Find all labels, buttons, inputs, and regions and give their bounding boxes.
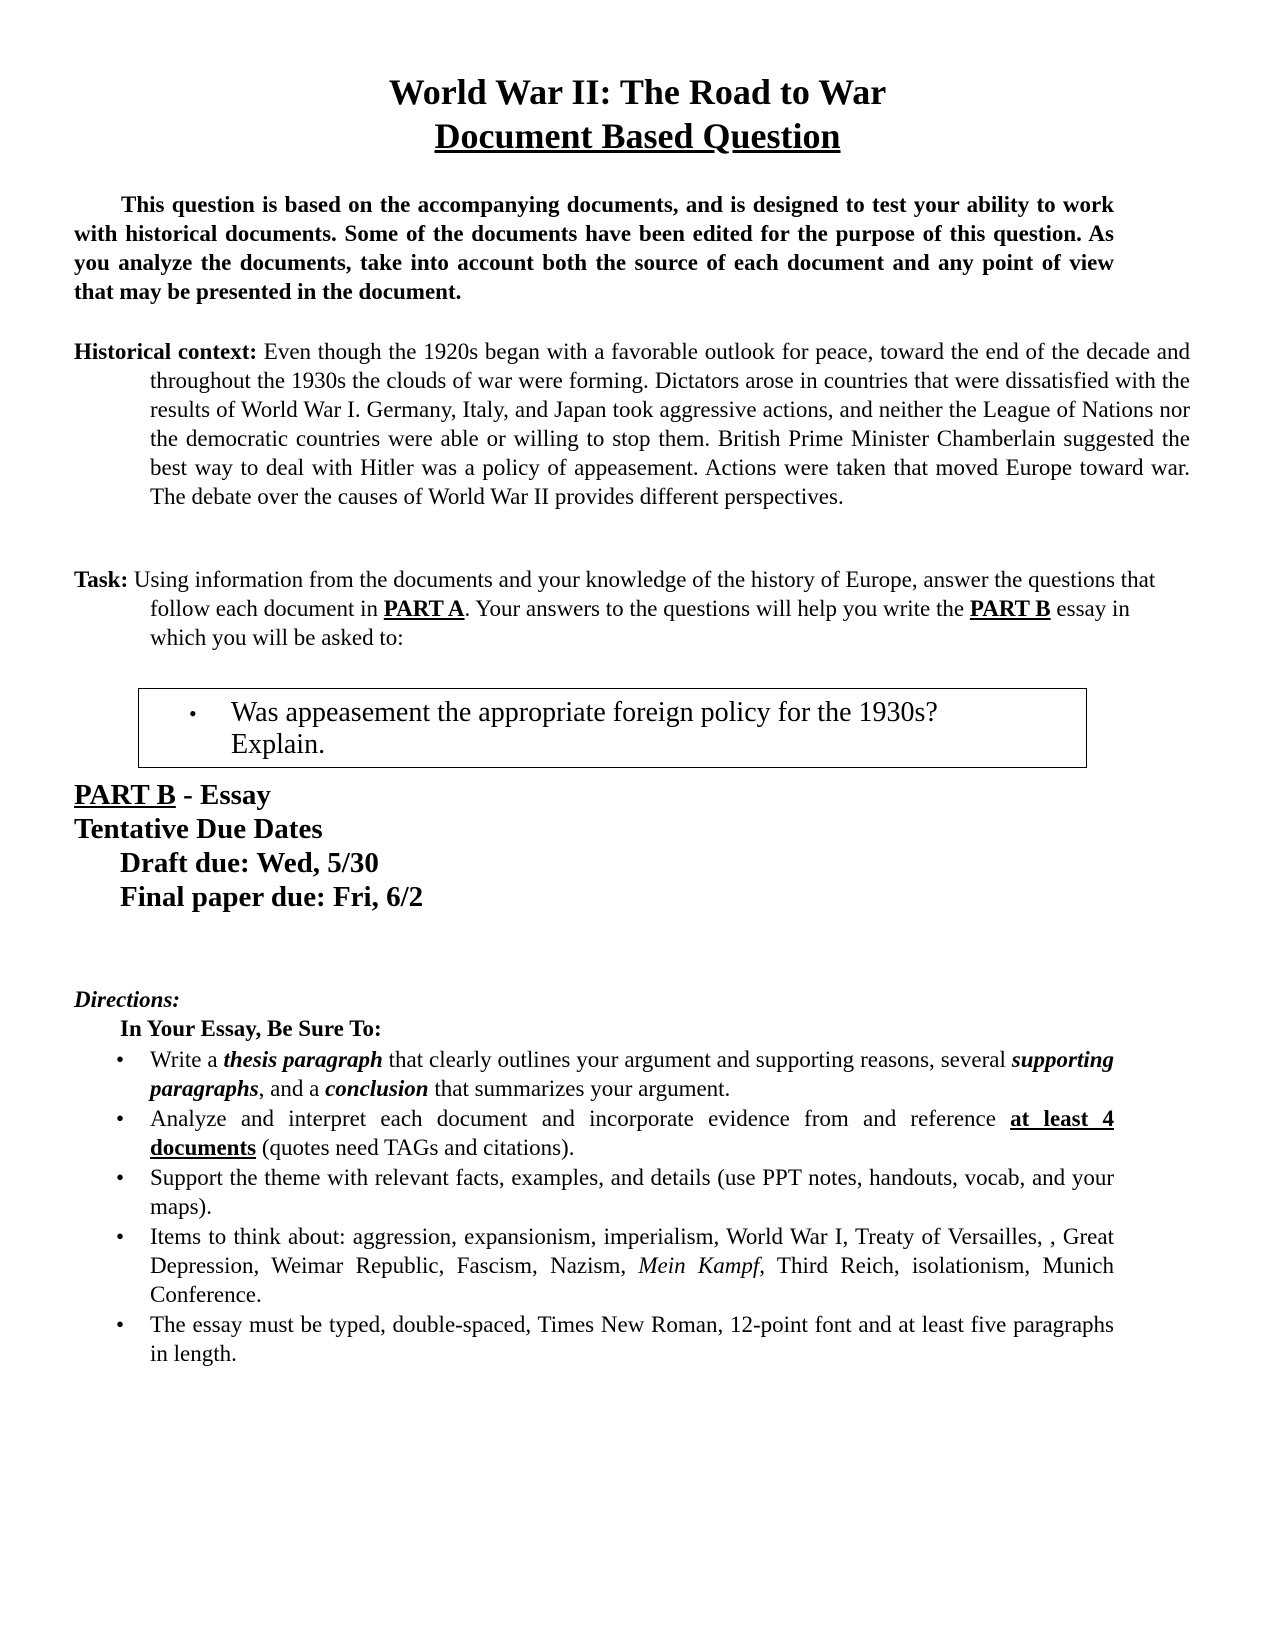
item-text: , and a bbox=[258, 1076, 326, 1101]
directions-heading: Directions: bbox=[74, 987, 181, 1012]
item-text: Items to think about: aggression, expansionism, imperialism, World War I, Treaty of Versailles, , Great Depression, Weimar Republic, Fascism, Nazism, bbox=[150, 1224, 1114, 1278]
title-line-2: Document Based Question bbox=[434, 116, 841, 156]
task-text-1: Using information from the documents and your knowledge of the history of Europe, answer the questions that follow each document in bbox=[133, 567, 1156, 621]
list-item bbox=[74, 1310, 1114, 1368]
item-text: The essay must be typed, double-spaced, Times New Roman, 12-point font and at least five paragraphs in length. bbox=[150, 1312, 1114, 1366]
bullet-icon: • bbox=[116, 1165, 125, 1190]
item-text: , Third Reich, isolationism, Munich Conference. bbox=[150, 1253, 1114, 1307]
question-bullet: • bbox=[189, 701, 197, 726]
item-emphasis: conclusion bbox=[325, 1076, 429, 1101]
bullet-icon: • bbox=[116, 1106, 125, 1131]
context-label: Historical context: bbox=[74, 339, 258, 364]
list-item bbox=[74, 1222, 1114, 1309]
task-text-2: . Your answers to the questions will help you write the bbox=[464, 596, 965, 621]
task-part-b: PART B bbox=[969, 596, 1051, 621]
part-b-heading bbox=[74, 778, 423, 812]
essay-question: Was appeasement the appropriate foreign policy for the 1930s? Explain. bbox=[231, 697, 938, 760]
item-text: that clearly outlines your argument and supporting reasons, several bbox=[382, 1047, 1012, 1072]
historical-context bbox=[74, 337, 1190, 511]
list-item bbox=[74, 1045, 1114, 1103]
directions-subheading: In Your Essay, Be Sure To: bbox=[120, 1016, 382, 1041]
directions-section bbox=[74, 985, 1114, 1369]
list-item bbox=[74, 1104, 1114, 1162]
item-text: Write a bbox=[150, 1047, 224, 1072]
intro-paragraph: This question is based on the accompanying documents, and is designed to test your ability to work with historical documents. Some of the documents have been edited for the purpose of this question. As you analyze the documents, take into account both the source of each document and any point of view that may be presented in the document. bbox=[74, 192, 1114, 304]
document-title bbox=[0, 70, 1275, 158]
list-item bbox=[74, 1163, 1114, 1221]
directions-list bbox=[74, 1045, 1114, 1368]
item-emphasis: supporting paragraphs bbox=[150, 1047, 1115, 1101]
part-b-section bbox=[74, 778, 423, 914]
due-dates-heading: Tentative Due Dates bbox=[74, 813, 323, 845]
essay-question-box bbox=[138, 688, 1087, 768]
bullet-icon: • bbox=[116, 1047, 125, 1072]
item-text: that summarizes your argument. bbox=[428, 1076, 731, 1101]
task-paragraph bbox=[74, 565, 1190, 652]
part-b-suffix: - Essay bbox=[175, 779, 271, 811]
item-text: Analyze and interpret each document and incorporate evidence from and reference bbox=[150, 1106, 1011, 1131]
bullet-icon: • bbox=[116, 1224, 125, 1249]
item-emphasis: thesis paragraph bbox=[223, 1047, 383, 1072]
draft-due-date: Draft due: Wed, 5/30 bbox=[120, 847, 379, 879]
task-part-a: PART A bbox=[383, 596, 465, 621]
task-label: Task: bbox=[74, 567, 129, 592]
task-text-3: essay in which you will be asked to: bbox=[150, 596, 1130, 650]
item-text: Support the theme with relevant facts, examples, and details (use PPT notes, handouts, vocab, and your maps). bbox=[150, 1165, 1114, 1219]
title-line-1: World War II: The Road to War bbox=[388, 72, 887, 112]
item-emphasis: at least 4 documents bbox=[150, 1106, 1114, 1160]
context-text: Even though the 1920s began with a favorable outlook for peace, toward the end of the decade and throughout the 1930s the clouds of war were forming. Dictators arose in countries that were dissatisfied with the results of World War I. Germany, Italy, and Japan took aggressive actions, and neither the League of Nations nor the democratic countries were able or willing to stop them. British Prime Minister Chamberlain suggested the best way to deal with Hitler was a policy of appeasement. Actions were taken that moved Europe toward war. The debate over the causes of World War II provides different perspectives. bbox=[150, 339, 1190, 509]
final-due-date: Final paper due: Fri, 6/2 bbox=[120, 881, 424, 913]
item-emphasis: Mein Kampf bbox=[638, 1253, 760, 1278]
item-text: (quotes need TAGs and citations). bbox=[256, 1135, 575, 1160]
part-b-label: PART B bbox=[74, 779, 176, 811]
bullet-icon: • bbox=[116, 1312, 125, 1337]
